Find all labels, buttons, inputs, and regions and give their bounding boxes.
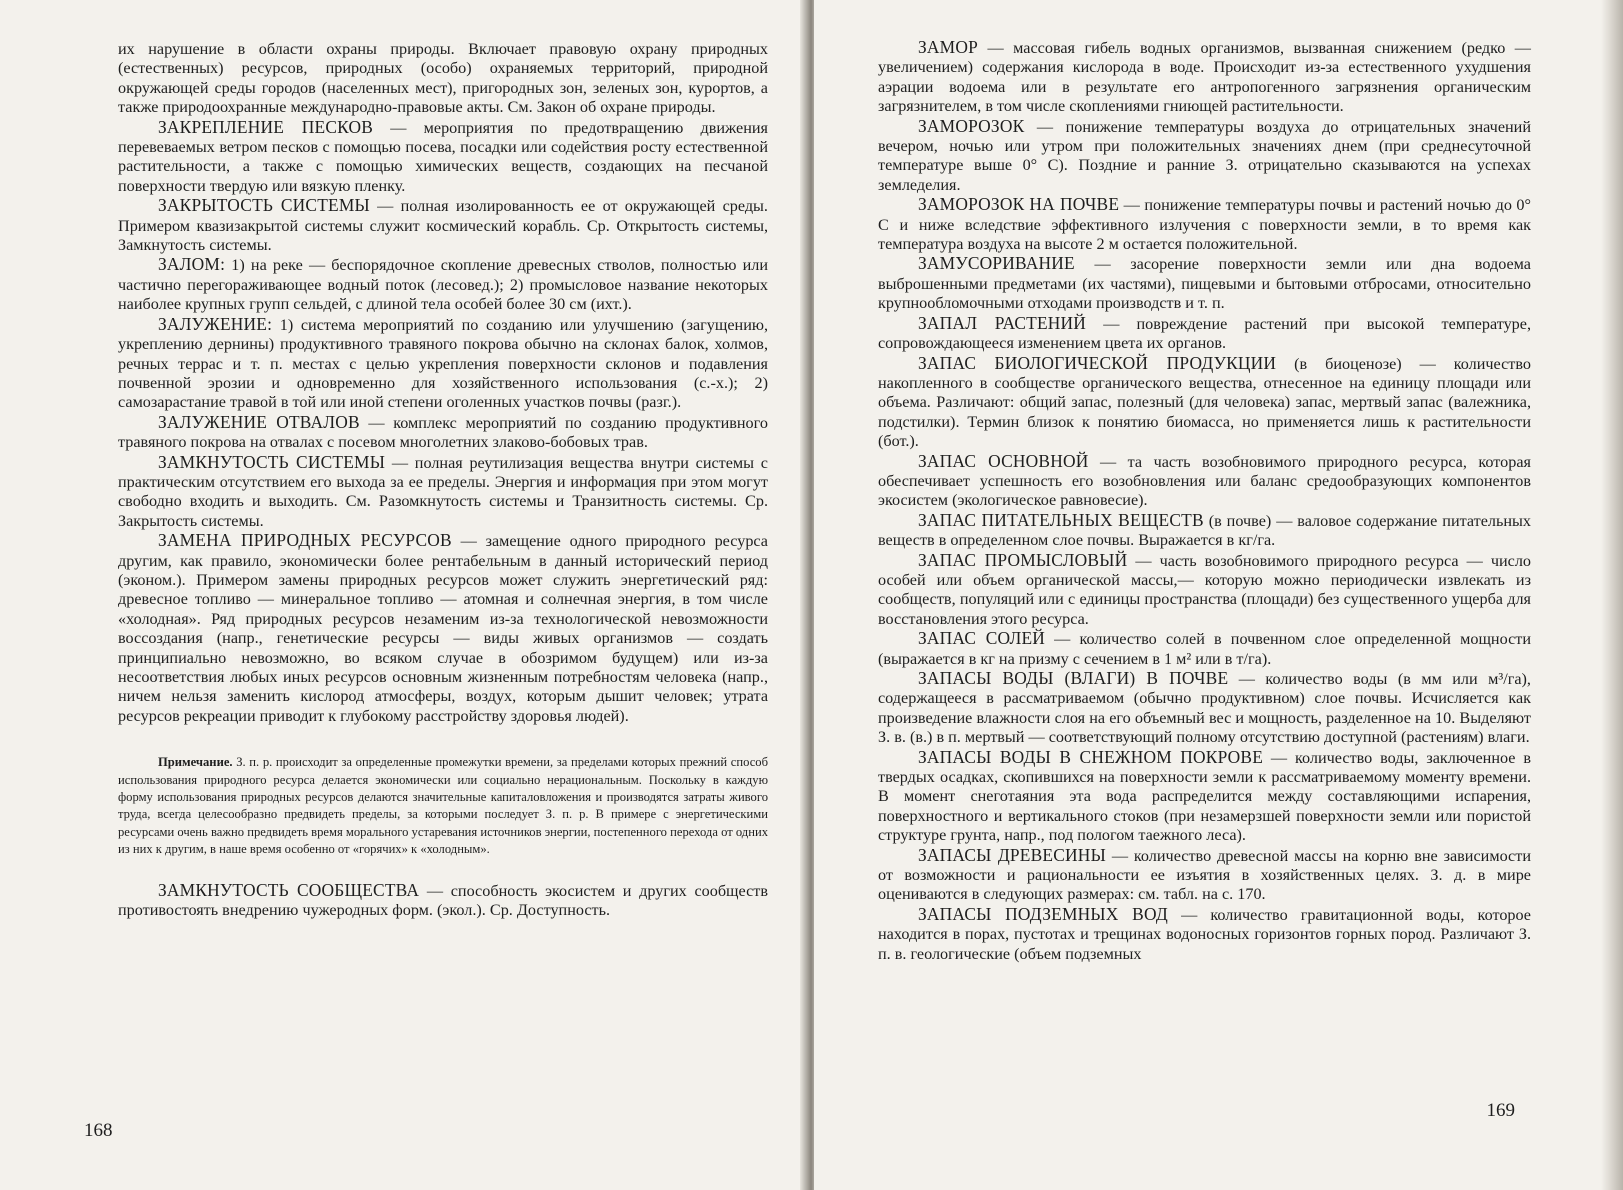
- entry: [878, 314, 1531, 354]
- note: [118, 754, 768, 858]
- entry: [878, 551, 1531, 630]
- entry: [878, 354, 1531, 452]
- entry-heading: ЗАМЕНА ПРИРОДНЫХ РЕСУРСОВ: [158, 530, 452, 551]
- entry-heading: ЗАМОРОЗОК НА ПОЧВЕ: [918, 194, 1120, 215]
- entry-text: 1) на реке — беспорядочное скопление древесных стволов, полностью или частично перегораживающее водный поток (лесовед.); 2) промысловое название некоторых наиболее крупных групп сельдей, с длиной тела особей более 30 см (ихт.).: [118, 256, 768, 314]
- entry-heading: ЗАКРЕПЛЕНИЕ ПЕСКОВ: [158, 116, 374, 137]
- note-label: Примечание.: [158, 755, 233, 770]
- entry: [878, 748, 1531, 846]
- entry-text: — та часть возобновимого природного ресурса, которая обеспечивает успешность его возобновления или баланс средообразующих компонентов экосистем (экологическое равновесие).: [878, 452, 1531, 510]
- entry-text: — полная изолированность ее от окружающей среды. Примером квазизакрытой системы служит космический корабль. Ср. Открытость системы, Замкнутость системы.: [118, 197, 768, 255]
- entry-heading: ЗАПАЛ РАСТЕНИЙ: [918, 312, 1087, 333]
- entry-text: — количество воды (в мм или м³/га), содержащееся в рассматриваемом (обычно продуктивном) слое почвы. Исчисляется как произведение влажности слоя на его объемный вес и мощность, разделенное на 10. Выделяют З. в. (в.) в п. мертвый — соответствующий полному отсутствию доступной (растениям) влаги.: [878, 670, 1531, 747]
- left-page: [0, 0, 806, 1190]
- entry-text: — комплекс мероприятий по созданию продуктивного травяного покрова на отвалах с посевом многолетних злаково-бобовых трав.: [118, 413, 768, 452]
- entry: [878, 452, 1531, 511]
- entry-heading: ЗАПАС СОЛЕЙ: [918, 628, 1046, 649]
- entry: [878, 254, 1531, 313]
- entry: [878, 846, 1531, 905]
- entry-heading: ЗАПАСЫ ДРЕВЕСИНЫ: [918, 844, 1106, 865]
- entry-text: 1) система мероприятий по созданию или улучшению (загущению, укреплению дернины) продуктивного травяного покрова обычно на склонах балок, холмов, речных террас и т. п. местах с целью укрепления поверхности склонов и подавления почвенной эрозии и одновременно для хозяйственного использования (с.-х.); 2) самозарастание травой в той или иной степени оголенных участков почвы (разг.).: [118, 315, 768, 412]
- entry-heading: ЗАМКНУТОСТЬ СООБЩЕСТВА: [158, 879, 420, 900]
- entry-heading: ЗАМОР: [918, 37, 978, 57]
- entry: [118, 196, 768, 255]
- entry-text: — мероприятия по предотвращению движения перевеваемых ветром песков с помощью посева, посадки или содействия росту естественной растительности, а также с помощью химических веществ, создающих на песчаной поверхности твердую или вязкую пленку.: [118, 118, 768, 195]
- entry-heading: ЗАЛОМ:: [158, 254, 226, 275]
- entry-text: — замещение одного природного ресурса другим, как правило, экономически более рентабельным в данный исторический период (эконом.). Примером замены природных ресурсов может служить энергетический ряд: древесное топливо — минеральное топливо — атомная и солнечная энергия, в том числе «холодная». Ряд природных ресурсов незаменим из-за технологической невозможности воссоздания (напр., генетические ресурсы — виды живых организмов — создать принципиально невозможно, во всяком случае в обозримом будущем) или из-за несоответствия любых иных ресурсов основным жизненным потребностям человека (напр., ничем нельзя заменить кислород атмосферы, воздух, которым дышит человек; утрата ресурсов рекреации приводит к глубокому расстройству здоровья людей).: [118, 532, 768, 725]
- note-text: З. п. р. происходит за определенные промежутки времени, за пределами которых прежний способ использования природного ресурса делается экономически или социально нерациональным. Поскольку в каждую форму использования природных ресурсов делаются значительные капиталовложения и производятся затраты живого труда, всегда целесообразно предвидеть пределы, за которыми последует З. п. р. В примере с энергетическими ресурсами очень важно предвидеть время морального устаревания источников энергии, постепенного перехода от одних из них к другим, в наше время особенно от «горячих» к «холодным».: [118, 755, 768, 857]
- entry: [118, 40, 768, 118]
- entry-text: (в почве) — валовое содержание питательных веществ в определенном слое почвы. Выражается в кг/га.: [878, 511, 1532, 550]
- entry-text: — количество гравитационной воды, которое находится в порах, пустотах и трещинах водоносных горизонтов горных пород. Различают З. п. в. геологические (объем подземных: [878, 905, 1531, 963]
- entry: [878, 195, 1531, 254]
- page-number: 168: [84, 1120, 113, 1141]
- entry-text: — повреждение растений при высокой температуре, сопровождающееся изменением цвета их органов.: [878, 314, 1531, 353]
- entry-heading: ЗАПАС ПИТАТЕЛЬНЫХ ВЕЩЕСТВ: [918, 509, 1204, 530]
- entry-heading: ЗАПАС ПРОМЫСЛОВЫЙ: [918, 549, 1128, 570]
- entry-text: (в биоценозе) — количество накопленного в сообществе органического вещества, отнесенное на единицу площади или объема. Различают: общий запас, полезный (для человека) запас, мертвый запас (валежника, подстилки). Термин близок к понятию биомасса, но применяется лишь к растительности (бот.).: [878, 354, 1531, 451]
- entry: [878, 38, 1531, 117]
- entry-heading: ЗАКРЫТОСТЬ СИСТЕМЫ: [158, 195, 370, 216]
- entry-heading: ЗАМУСОРИВАНИЕ: [918, 253, 1075, 274]
- entry-text: — массовая гибель водных организмов, вызванная снижением (редко — увеличением) содержания кислорода в воде. Происходит из-за естественного ухудшения аэрации водоема или в результате его антропогенного загрязнения органическим загрязнителем, в том числе скоплениями гниющей растительности.: [878, 39, 1531, 116]
- entry-heading: ЗАМОРОЗОК: [918, 115, 1025, 136]
- entry: [878, 629, 1531, 669]
- entry-text: — часть возобновимого природного ресурса — число особей или объем органической массы,— которую можно периодически извлекать из сообществ, популяций или с единицы пространства (площади) без существенного ущерба для восстановления этого ресурса.: [878, 551, 1531, 628]
- entry-text: — способность экосистем и других сообществ противостоять внедрению чужеродных форм. (экол.). Ср. Доступность.: [118, 881, 769, 920]
- entry-text: — количество древесной массы на корню вне зависимости от возможности и рациональности ее изъятия в хозяйственных целях. З. д. в мире оцениваются в следующих размерах: см. табл. на с. 170.: [878, 846, 1531, 904]
- entry-heading: ЗАПАС ОСНОВНОЙ: [918, 450, 1089, 471]
- entry: [878, 117, 1531, 196]
- page-number: 169: [1486, 1100, 1515, 1121]
- entry-text: — засорение поверхности земли или дна водоема выброшенными предметами (их частями), пищевыми и бытовыми отбросами, относительно крупнообломочными отходами производств и т. п.: [878, 255, 1531, 313]
- entry-text: — понижение температуры почвы и растений ночью до 0° С и ниже вследствие эффективного излучения с поверхности земли, в то время как температура воздуха на высоте 2 м остается положительной.: [878, 196, 1531, 254]
- entry-heading: ЗАПАС БИОЛОГИЧЕСКОЙ ПРОДУКЦИИ: [918, 352, 1277, 373]
- entry-heading: ЗАПАСЫ ВОДЫ (ВЛАГИ) В ПОЧВЕ: [918, 668, 1229, 688]
- entry: [118, 315, 768, 413]
- entry-text: — понижение температуры воздуха до отрицательных значений вечером, ночью или утром при положительных значениях днем (при среднесуточной температуре выше 0° С). Поздние и ранние З. отрицательно сказываются на успехах земледелия.: [878, 117, 1531, 194]
- entry-text: их нарушение в области охраны природы. Включает правовую охрану природных (естественных) ресурсов, природных (особо) охраняемых территорий, природной окружающей среды городов (населенных мест), пригородных зон, зеленых зон, курортов, а также природоохранные международно-правовые акты. См. Закон об охране природы.: [118, 40, 768, 117]
- entry: [118, 881, 768, 921]
- entry: [118, 413, 768, 453]
- entry-heading: ЗАМКНУТОСТЬ СИСТЕМЫ: [158, 451, 386, 472]
- right-page: [814, 0, 1623, 1190]
- entry: [118, 531, 768, 726]
- entry-heading: ЗАЛУЖЕНИЕ:: [158, 313, 273, 334]
- entry-heading: ЗАЛУЖЕНИЕ ОТВАЛОВ: [158, 411, 360, 432]
- entry: [118, 255, 768, 314]
- entry: [878, 511, 1531, 551]
- entry: [878, 905, 1531, 964]
- entry-heading: ЗАПАСЫ ПОДЗЕМНЫХ ВОД: [918, 903, 1168, 924]
- entry-text: — количество воды, заключенное в твердых осадках, скопившихся на поверхности земли к рассматриваемому моменту времени. В момент снеготаяния эта вода распределится между составляющими испарения, поверхностного и вертикального стоков (при незамерзшей поверхности земли или пористой структуре грунта, напр., под пологом таежного леса).: [878, 748, 1531, 845]
- entry-text: — полная реутилизация вещества внутри системы с практическим отсутствием его выхода за ее пределы. Энергия и информация при этом могут свободно входить и выходить. См. Разомкнутость системы и Транзитность системы. Ср. Закрытость системы.: [118, 453, 768, 530]
- entry-text: — количество солей в почвенном слое определенной мощности (выражается в кг на призму с сечением в 1 м² или в т/га).: [878, 630, 1531, 668]
- page-edge: [1601, 0, 1623, 1190]
- entry: [118, 453, 768, 532]
- entry-heading: ЗАПАСЫ ВОДЫ В СНЕЖНОМ ПОКРОВЕ: [918, 746, 1264, 767]
- entry: [118, 118, 768, 197]
- entry: [878, 669, 1531, 748]
